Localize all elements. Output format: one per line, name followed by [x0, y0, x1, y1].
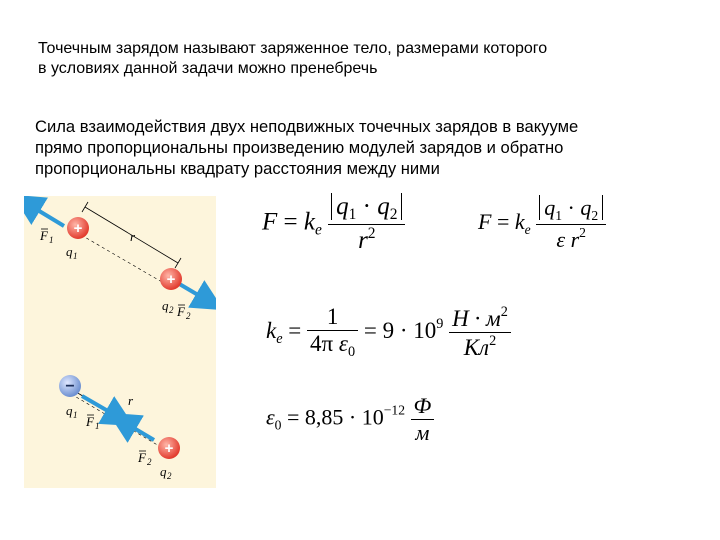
distance-label-top: r — [130, 229, 136, 244]
force-arrow-bottom-2 — [122, 421, 154, 440]
force-label-bottom-2: F — [138, 450, 146, 465]
charge-label-bottom-1: q — [66, 403, 73, 418]
coulomb-medium-fraction: $\frac{q_1 \cdot q_2}{\varepsilon r^2}$ — [536, 195, 606, 253]
dashed-line-bottom — [66, 391, 166, 450]
epsilon0-formula: $\varepsilon_0 = 8,85 \cdot 10^{-12}$ $\frac{Ф}{м}$ — [266, 393, 434, 446]
coulomb-constant-formula: $k_e$ = $\frac{1}{4\pi \varepsilon_0}$ = $9 \cdot 10^9$ $\frac{Н \cdot м^2}{Кл^2}$ — [266, 304, 511, 361]
force-label-top-2: F — [177, 304, 185, 319]
distance-label-bottom: r — [128, 393, 134, 408]
svg-text:1: 1 — [73, 410, 78, 420]
svg-text:2: 2 — [169, 305, 174, 315]
ke-fraction: $\frac{1}{4\pi \varepsilon_0}$ — [307, 304, 358, 361]
charge-label-top-1: q — [66, 244, 73, 259]
definition-line-1: Точечным зарядом называют заряженное тело, размерами которого — [38, 40, 548, 57]
dashed-line-top — [76, 232, 162, 282]
force-label-top-1: F — [40, 228, 48, 243]
force-arrow-top-1 — [26, 203, 64, 226]
charge-label-bottom-2: q — [160, 464, 167, 479]
charges-illustration-svg — [24, 196, 216, 488]
force-label-bottom-1: F — [86, 414, 94, 429]
definition-line-2: в условиях данной задачи можно пренебречь — [38, 59, 378, 77]
svg-text:1: 1 — [95, 421, 100, 431]
plus-sign: + — [164, 440, 174, 457]
svg-text:2: 2 — [186, 311, 191, 321]
coulomb-fraction: $\frac{q_1 \cdot q_2}{r^2}$ — [328, 193, 405, 255]
svg-text:2: 2 — [167, 471, 172, 481]
top-pair — [26, 202, 210, 321]
plus-sign: + — [73, 220, 83, 237]
charge-label-top-2: q — [162, 298, 169, 313]
definition-paragraph — [38, 39, 698, 78]
law-line-2: прямо пропорциональны произведению модулей зарядов и обратно — [35, 138, 564, 157]
force-arrow-top-2 — [176, 282, 210, 302]
plus-sign: + — [166, 271, 176, 288]
svg-text:2: 2 — [147, 457, 152, 467]
svg-text:1: 1 — [73, 251, 78, 261]
charges-illustration — [24, 196, 216, 488]
minus-sign: − — [65, 378, 75, 395]
epsilon0-unit-fraction: $\frac{Ф}{м}$ — [411, 393, 435, 446]
coulomb-law-paragraph — [35, 116, 695, 179]
coulomb-law-formula: $F = k_e$ $\frac{q_1 \cdot q_2}{r^2}$ — [262, 193, 405, 255]
bottom-pair — [59, 375, 180, 481]
coulomb-law-medium-formula: $F = k_e$ $\frac{q_1 \cdot q_2}{\varepsilon r^2}$ — [478, 195, 606, 253]
charges-product: $q_1 \cdot q_2$ — [331, 193, 402, 220]
law-line-1: Сила взаимодействия двух неподвижных точечных зарядов в вакууме — [35, 117, 579, 136]
ke-unit-fraction: $\frac{Н \cdot м^2}{Кл^2}$ — [449, 304, 511, 361]
law-line-3: пропорциональны квадрату расстояния между ними — [35, 159, 440, 178]
svg-text:1: 1 — [49, 235, 54, 245]
